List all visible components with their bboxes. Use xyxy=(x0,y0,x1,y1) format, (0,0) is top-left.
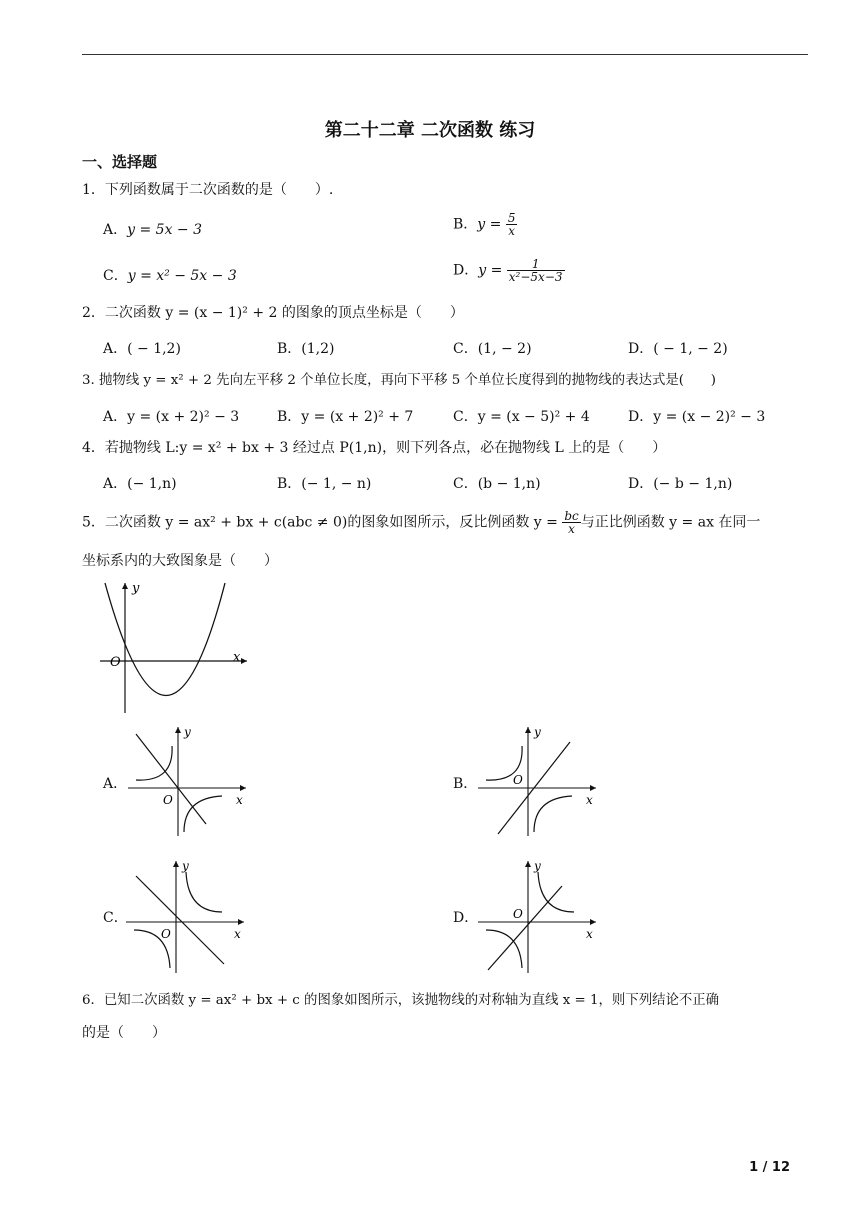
q5-option-a-label: A． xyxy=(103,776,128,792)
question-5-stem-line2: 坐标系内的大致图象是（ ） xyxy=(82,553,278,569)
q5-c-origin-label: O xyxy=(161,927,171,941)
q1-option-d: D．y = $\frac{1}{\text{x²−5x−3}}$ xyxy=(453,257,563,284)
q5-a-axis-y-label: y xyxy=(184,725,191,739)
q5-d-axis-x-label: x xyxy=(586,927,593,941)
q5-c-axis-x-label: x xyxy=(234,927,241,941)
header-rule xyxy=(82,54,808,55)
question-6-stem: 6．已知二次函数 y = ax² + bx + c 的图象如图所示，该抛物线的对称轴为直线 x = 1，则下列结论不正确 xyxy=(82,993,720,1008)
question-1-stem: 1．下列函数属于二次函数的是（ ）. xyxy=(82,182,334,198)
q5-b-axis-x-label: x xyxy=(586,793,593,807)
q1-d-fraction: $\frac{1}{\text{x²−5x−3}}$ xyxy=(508,257,563,284)
q3-option-b: B．y = (x + 2)² + 7 xyxy=(277,409,414,425)
q5-stem-fraction: $\frac{bc}{x}$ xyxy=(564,509,579,536)
page-title: 第二十二章 二次函数 练习 xyxy=(324,120,536,141)
q5-b-axis-y-label: y xyxy=(534,725,541,739)
question-2-stem: 2．二次函数 y = (x − 1)² + 2 的图象的顶点坐标是（ ） xyxy=(82,305,464,321)
q4-option-b: B．(− 1, − n) xyxy=(277,476,372,492)
q4-option-a: A．(− 1,n) xyxy=(103,476,177,492)
q5-origin-label: O xyxy=(110,655,121,670)
q5-c-axis-y-label: y xyxy=(182,859,189,873)
q4-option-c: C．(b − 1,n) xyxy=(453,476,541,492)
q5-option-d-label: D． xyxy=(453,910,479,926)
q5-option-a-graph xyxy=(126,724,256,839)
q5-parabola-figure xyxy=(95,578,255,718)
q5-option-b-graph xyxy=(476,724,606,839)
section-heading: 一、选择题 xyxy=(82,153,158,171)
question-3-stem: 3. 抛物线 y = x² + 2 先向左平移 2 个单位长度，再向下平移 5 个单位长度得到的抛物线的表达式是( ) xyxy=(82,373,716,388)
q4-option-d: D．(− b − 1,n) xyxy=(628,476,733,492)
q3-option-d: D．y = (x − 2)² − 3 xyxy=(628,409,766,425)
question-5-stem: 5．二次函数 y = ax² + bx + c(abc ≠ 0)的图象如图所示，反比例函数 y = $\frac{bc}{x}$ 与正比例函数 y = ax 在同一 xyxy=(82,509,761,536)
q5-axis-y-label: y xyxy=(132,581,140,596)
q1-option-b: B．y = $\frac{5}{x}$ xyxy=(453,211,516,238)
q5-option-c-label: C． xyxy=(103,910,128,926)
q2-option-a: A．( − 1,2) xyxy=(103,341,181,357)
q3-option-a: A．y = (x + 2)² − 3 xyxy=(103,409,240,425)
q1-b-fraction: $\frac{5}{x}$ xyxy=(507,211,516,238)
q5-option-c-graph xyxy=(124,858,254,973)
q5-a-axis-x-label: x xyxy=(236,793,243,807)
q1-option-a: A．y = 5x − 3 xyxy=(103,222,203,238)
q5-axis-x-label: x xyxy=(233,650,241,665)
q5-d-origin-label: O xyxy=(513,907,523,921)
q2-option-c: C．(1, − 2) xyxy=(453,341,532,357)
q2-option-b: B．(1,2) xyxy=(277,341,335,357)
q3-option-c: C．y = (x − 5)² + 4 xyxy=(453,409,590,425)
q5-option-d-graph xyxy=(476,858,606,973)
q5-d-axis-y-label: y xyxy=(534,859,541,873)
question-4-stem: 4．若抛物线 L:y = x² + bx + 3 经过点 P(1,n)，则下列各点，必在抛物线 L 上的是（ ） xyxy=(82,440,667,456)
q5-a-origin-label: O xyxy=(163,793,173,807)
q5-b-origin-label: O xyxy=(513,773,523,787)
q5-option-b-label: B． xyxy=(453,776,478,792)
question-6-stem-line2: 的是（ ） xyxy=(82,1025,166,1041)
page-number: 1 / 12 xyxy=(749,1160,790,1175)
q2-option-d: D．( − 1, − 2) xyxy=(628,341,728,357)
q1-option-c: C．y = x² − 5x − 3 xyxy=(103,268,237,284)
